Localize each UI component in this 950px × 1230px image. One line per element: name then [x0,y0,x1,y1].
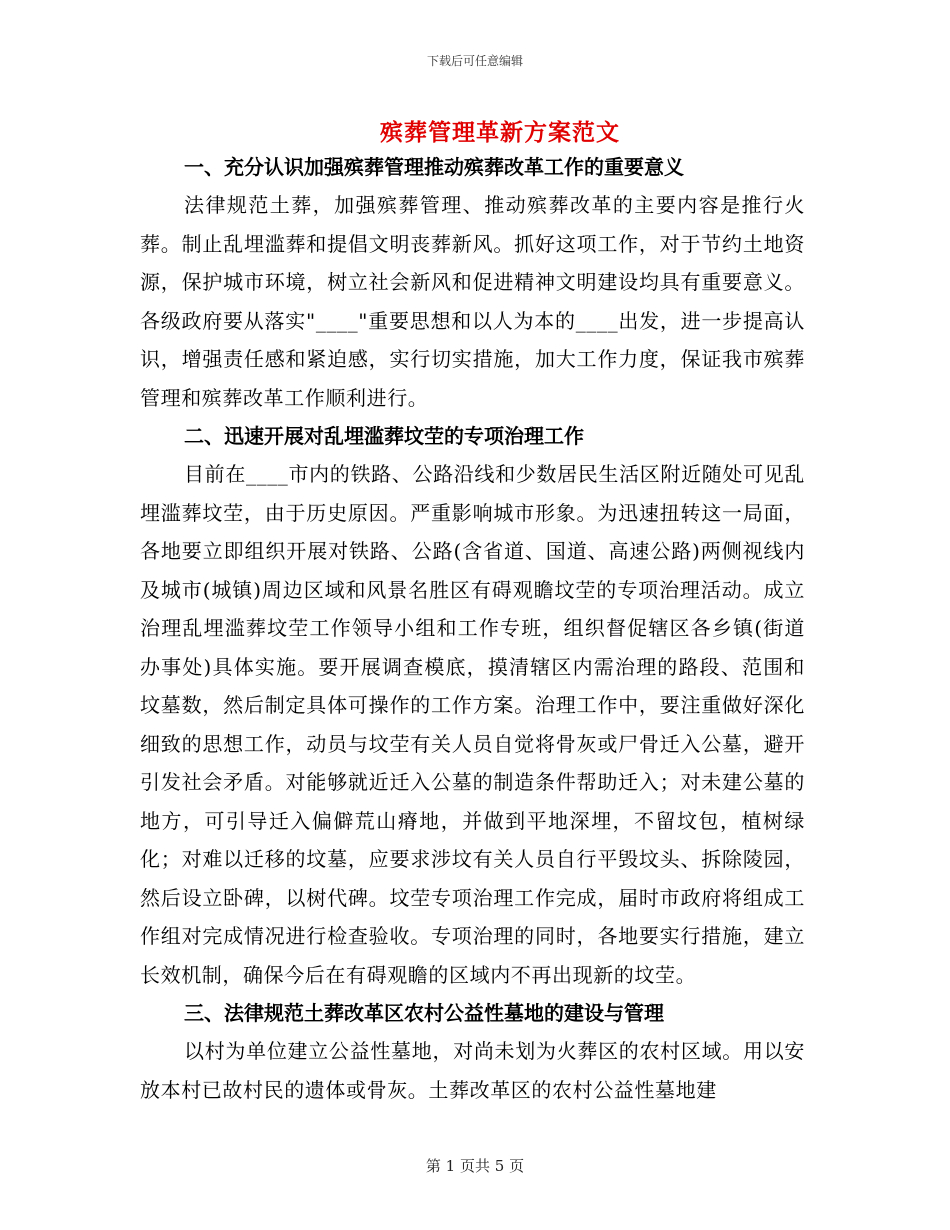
document-title: 殡葬管理革新方案范文 [380,119,620,146]
section-heading: 三、法律规范土葬改革区农村公益性墓地的建设与管理 [184,1001,664,1025]
section-2 [140,417,805,994]
header-note: 下载后可任意编辑 [426,54,523,68]
section-heading: 一、充分认识加强殡葬管理推动殡葬改革工作的重要意义 [184,155,684,179]
section-paragraph: 法律规范土葬，加强殡葬管理、推动殡葬改革的主要内容是推行火葬。制止乱埋滥葬和提倡文明丧葬新风。抓好这项工作，对于节约土地资源，保护城市环境，树立社会新风和促进精神文明建设均具有重要意义。各级政府要从落实"____"重要思想和以人为本的____出发，进一步提高认识，增强责任感和紧迫感，实行切实措施，加大工作力度，保证我市殡葬管理和殡葬改革工作顺利进行。 [140,193,805,410]
section-3 [140,994,805,1109]
page-number: 第 1 页共 5 页 [425,1157,525,1175]
section-paragraph: 目前在____市内的铁路、公路沿线和少数居民生活区附近随处可见乱埋滥葬坟茔，由于历史原因。严重影响城市形象。为迅速扭转这一局面，各地要立即组织开展对铁路、公路(含省道、国道、高速公路)两侧视线内及城市(城镇)周边区域和风景名胜区有碍观瞻坟茔的专项治理活动。成立治理乱埋滥葬坟茔工作领导小组和工作专班，组织督促辖区各乡镇(街道办事处)具体实施。要开展调查模底，摸清辖区内需治理的路段、范围和坟墓数，然后制定具体可操作的工作方案。治理工作中，要注重做好深化细致的思想工作，动员与坟茔有关人员自觉将骨灰或尸骨迁入公墓，避开引发社会矛盾。对能够就近迁入公墓的制造条件帮助迁入；对未建公墓的地方，可引导迁入偏僻荒山瘠地，并做到平地深埋，不留坟包，植树绿化；对难以迁移的坟墓，应要求涉坟有关人员自行平毁坟头、拆除陵园，然后设立卧碑，以树代碑。坟茔专项治理工作完成，届时市政府将组成工作组对完成情况进行检查验收。专项治理的同时，各地要实行措施，建立长效机制，确保今后在有碍观瞻的区域内不再出现新的坟茔。 [140,462,805,987]
section-heading: 二、迅速开展对乱埋滥葬坟茔的专项治理工作 [184,424,584,448]
section-1 [140,148,805,417]
document-body [140,148,805,1109]
section-paragraph: 以村为单位建立公益性墓地，对尚未划为火葬区的农村区域。用以安放本村已故村民的遗体或骨灰。土葬改革区的农村公益性墓地建 [140,1039,805,1102]
